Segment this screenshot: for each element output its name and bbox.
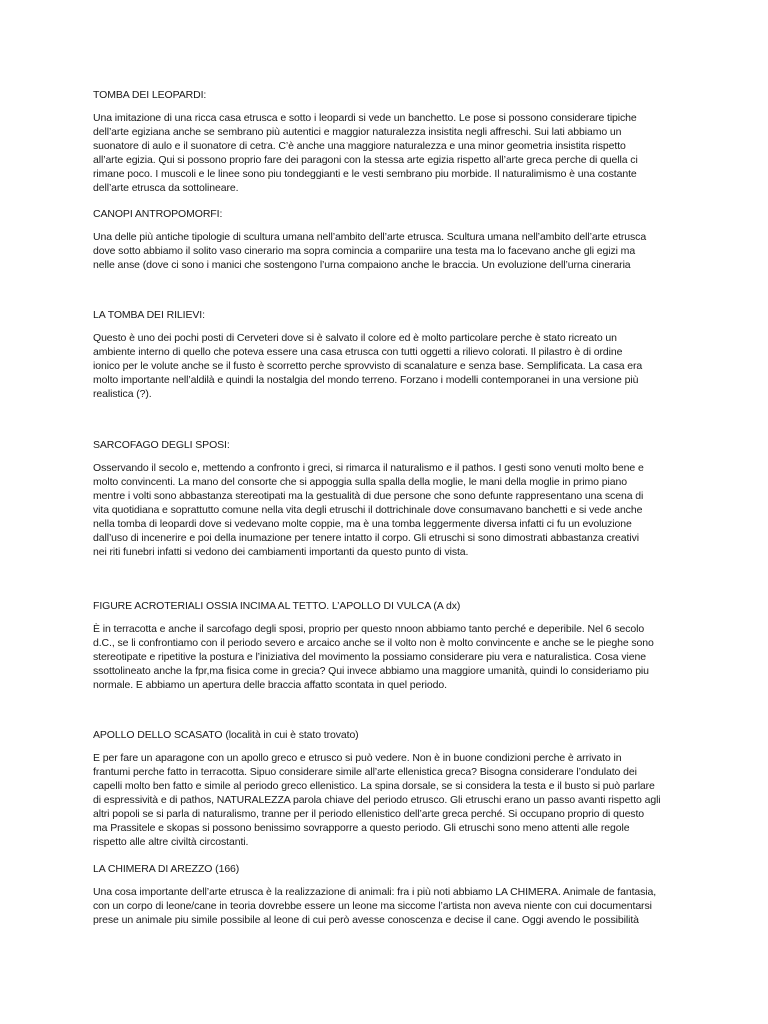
paragraph xyxy=(93,331,683,401)
text-line: mentre i volti sono abbastanza stereotipati ma la gestualità di due persone che sono defunte rappresentano una scena di xyxy=(93,490,644,502)
text-line: nella tomba di leopardi dove si vedevano molte coppie, ma è una tomba leggermente diversa infatti ci fu un evoluzione xyxy=(93,518,632,530)
text-line: ionico per le volute anche se il fusto è scorretto perche sprovvisto di scanalature e senza base. Semplificata. La casa era xyxy=(93,360,643,372)
text-line: Una delle più antiche tipologie di scultura umana nell’ambito dell’arte etrusca. Scultura umana nell’ambito dell’arte etrusca xyxy=(93,231,647,243)
text-line: nei riti funebri infatti si vedono dei cambiamenti importanti da questo punto di vista. xyxy=(93,546,469,558)
text-line: di espressività e di pathos, NATURALEZZA parola chiave del periodo etrusco. Gli etruschi erano un passo avanti rispetto agli xyxy=(93,794,661,806)
text-line: rispetto alle altre civiltà circostanti. xyxy=(93,836,249,848)
text-line: Questo è uno dei pochi posti di Cerveteri dove si è salvato il colore ed è molto particolare perche è stato ricreato un xyxy=(93,332,617,344)
text-line: molto importante nell’aldilà e quindi la nostalgia del mondo terreno. Forzano i modelli contemporanei in una versione più xyxy=(93,374,639,386)
text-line: altri popoli se si parla di naturalismo, tranne per il periodo ellenistico dell’arte greca perché. Si occupano proprio di questo xyxy=(93,808,645,820)
text-line: rimane poco. I muscoli e le linee sono piu tondeggianti e le vesti sembrano piu morbide. Il naturalimismo è una costante xyxy=(93,168,637,180)
text-line: d.C., se li confrontiamo con il periodo severo e arcaico anche se il volto non è molto convincente e anche se le pieghe sono xyxy=(93,637,654,649)
paragraph xyxy=(93,622,683,692)
text-line: molto convincenti. La mano del consorte che si appoggia sulla spalla della moglie, le mani della moglie in primo piano xyxy=(93,476,627,488)
section-heading: LA CHIMERA DI AREZZO (166) xyxy=(93,863,240,875)
text-line: Una imitazione di una ricca casa etrusca e sotto i leopardi si vede un banchetto. Le pose si possono considerare tipiche xyxy=(93,112,637,124)
paragraph xyxy=(93,230,683,272)
section-apollo-scasato xyxy=(93,728,683,849)
text-line: dell’arte egiziana anche se sembrano più autentici e maggior naturalezza insistita negli affreschi. Sui lati abbiamo un xyxy=(93,126,622,138)
text-line: ma Prassitele e skopas si possono benissimo sovrapporre a questo periodo. Gli etruschi sono meno attenti alle regole xyxy=(93,822,630,834)
paragraph xyxy=(93,751,683,849)
section-chimera-arezzo xyxy=(93,862,683,927)
paragraph xyxy=(93,111,683,195)
section-heading: LA TOMBA DEI RILIEVI: xyxy=(93,309,205,321)
section-heading: FIGURE ACROTERIALI OSSIA INCIMA AL TETTO. L’APOLLO DI VULCA (A dx) xyxy=(93,600,461,612)
text-line: suonatore di aulo e il suonatore di cetra. C’è anche una maggiore naturalezza e una minor geometria insistita rispetto xyxy=(93,140,626,152)
text-line: prese un animale piu simile possibile al leone di cui però avesse conoscenza e decise il cane. Oggi avendo le possibilità xyxy=(93,914,639,926)
section-heading: SARCOFAGO DEGLI SPOSI: xyxy=(93,439,230,451)
section-heading: TOMBA DEI LEOPARDI: xyxy=(93,89,207,101)
text-line: realistica (?). xyxy=(93,388,152,400)
paragraph xyxy=(93,461,683,559)
text-line: vita quotidiana e soprattutto comune nella vita degli etruschi il dottrichinale dove consumavano banchetti e si vede anche xyxy=(93,504,643,516)
text-line: nelle anse (dove ci sono i manici che sostengono l’urna compaiono anche le braccia. Un evoluzione dell’urna cineraria xyxy=(93,259,631,271)
section-heading: APOLLO DELLO SCASATO (località in cui è stato trovato) xyxy=(93,729,359,741)
text-line: all’arte egizia. Qui si possono proprio fare dei paragoni con la stessa arte egizia rispetto all’arte greca perche di quella ci xyxy=(93,154,638,166)
section-canopi-antropomorfi xyxy=(93,207,683,272)
text-line: ambiente interno di quello che poteva essere una casa etrusca con tutti oggetti a rilievo colorati. Il pilastro è di ordine xyxy=(93,346,623,358)
text-line: con un corpo di leone/cane in teoria dovrebbe essere un leone ma siccome l’artista non aveva niente con cui documentarsi xyxy=(93,900,652,912)
section-heading: CANOPI ANTROPOMORFI: xyxy=(93,208,223,220)
section-tomba-leopardi xyxy=(93,88,683,195)
text-line: capelli molto ben fatto e simile al periodo greco ellenistico. La spina dorsale, se si considera la testa e il busto si può parlare xyxy=(93,780,655,792)
text-line: dove sotto abbiamo il solito vaso cinerario ma sopra comincia a compariire una testa ma lo facevano anche gli egizi ma xyxy=(93,245,636,257)
text-line: normale. E abbiamo un apertura delle braccia affatto scontata in quel periodo. xyxy=(93,679,447,691)
text-line: Una cosa importante dell’arte etrusca è la realizzazione di animali: fra i più noti abbiamo LA CHIMERA. Animale de fantasia, xyxy=(93,886,657,898)
text-line: ssottolineato anche la fpr,ma fisica come in grecia? Qui invece abbiamo una maggiore umanità, quindi lo consideriamo piu xyxy=(93,665,649,677)
text-line: dall’uso di incenerire e poi della inumazione per tenere intatto il corpo. Gli etruschi si sono dimostrati abbastanza creativi xyxy=(93,532,639,544)
text-line: È in terracotta e anche il sarcofago degli sposi, proprio per questo nnoon abbiamo tanto perché e deperibile. Nel 6 secolo xyxy=(93,623,645,635)
text-line: stereotipate e ripetitive la postura e l’iniziativa del movimento la possiamo considerare piu vera e naturalistica. Cosa viene xyxy=(93,651,646,663)
text-line: dell’arte etrusca da sottolineare. xyxy=(93,182,239,194)
section-sarcofago-sposi xyxy=(93,438,683,559)
section-tomba-rilievi xyxy=(93,308,683,401)
section-figure-acroteriali xyxy=(93,599,683,692)
text-line: E per fare un aparagone con un apollo greco e etrusco si può vedere. Non è in buone condizioni perche è arrivato in xyxy=(93,752,622,764)
text-line: Osservando il secolo e, mettendo a confronto i greci, si rimarca il naturalismo e il pathos. I gesti sono venuti molto bene e xyxy=(93,462,644,474)
paragraph xyxy=(93,885,683,927)
text-line: frantumi perche fatto in terracotta. Sipuo considerare simile all’arte ellenistica greca? Bisogna considerare l’ondulato dei xyxy=(93,766,637,778)
